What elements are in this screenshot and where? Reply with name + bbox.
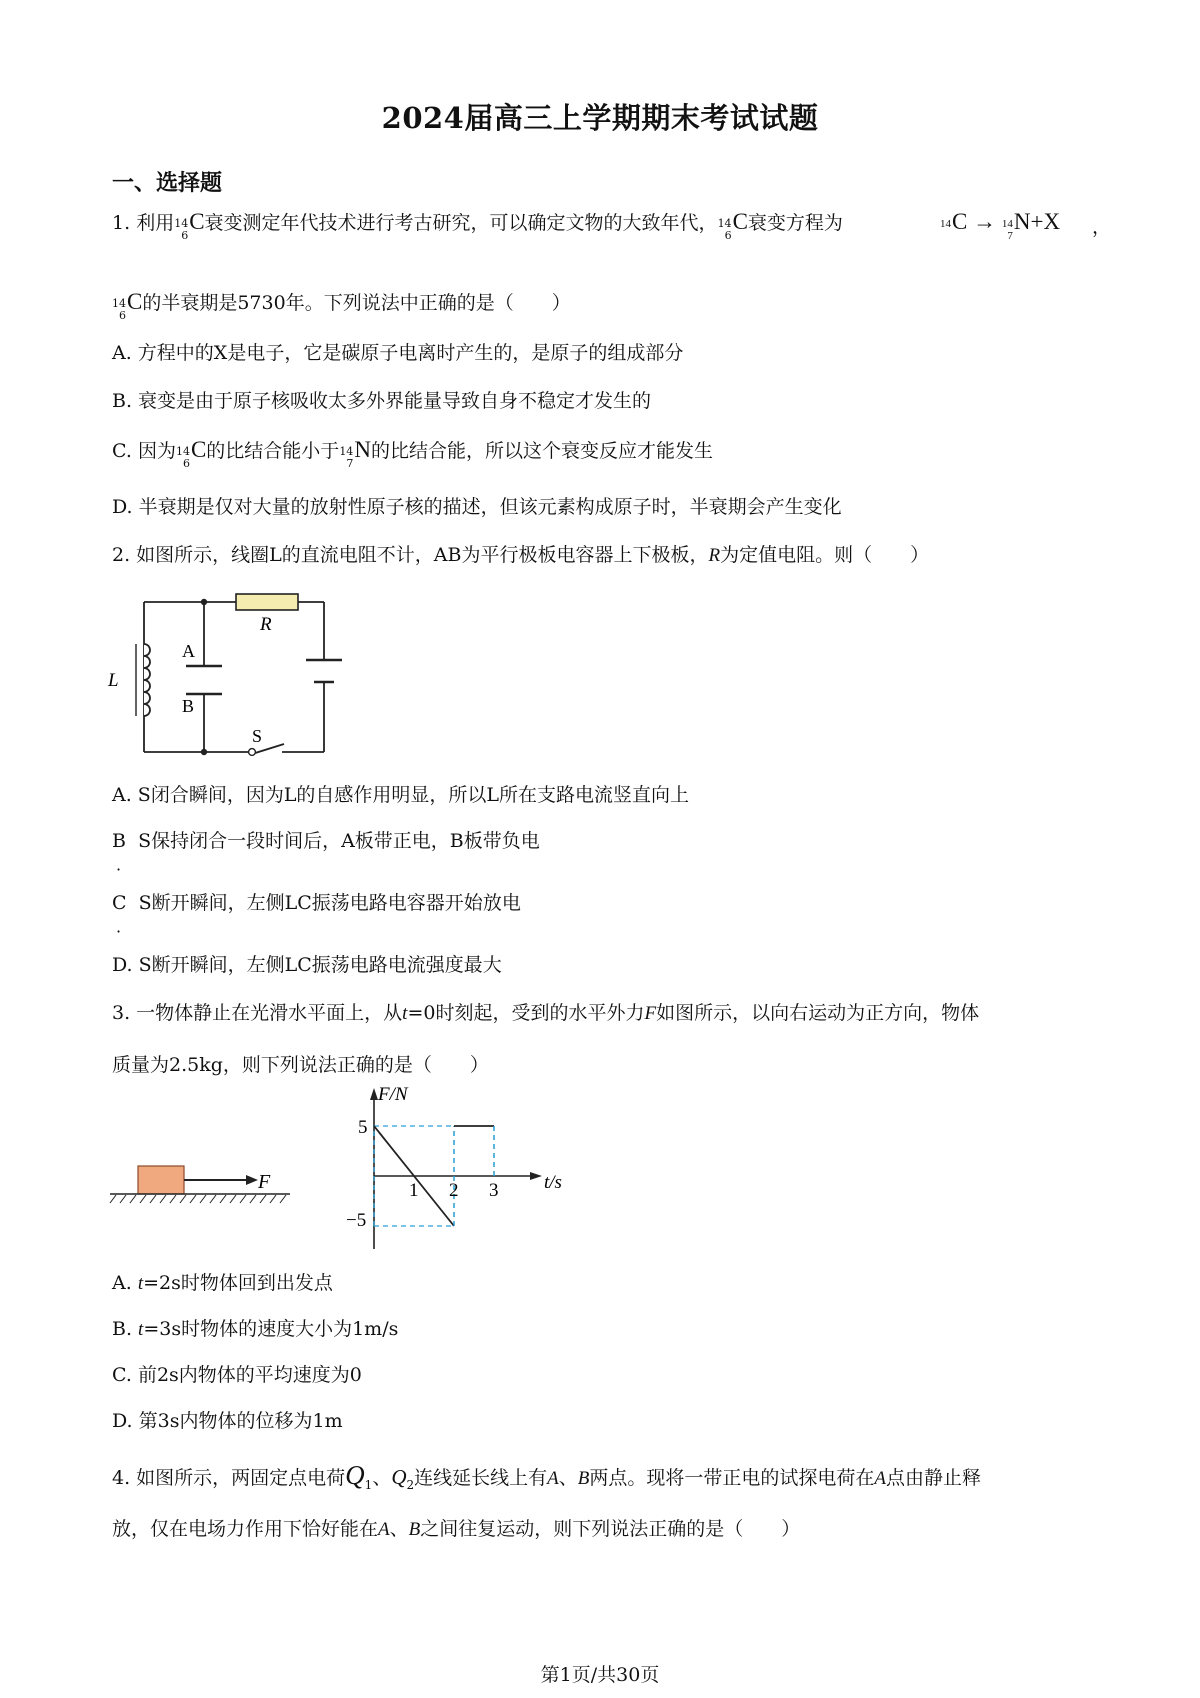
question-number: 1. <box>112 212 131 234</box>
label-r: R <box>260 614 272 635</box>
x-tick-2: 2 <box>449 1180 459 1201</box>
label-s: S <box>252 726 263 746</box>
force-time-chart <box>330 1084 560 1254</box>
page-footer: 第1页/共30页 <box>540 1664 660 1686</box>
isotope-c14: 14 6 C <box>174 209 205 242</box>
decay-equation: 14 C → 14 7 N+X <box>940 209 1061 242</box>
question-3-line-1: 3. 一物体静止在光滑水平面上，从t=0时刻起，受到的水平外力F如图所示，以向右运动为正方向，物体 <box>112 1002 980 1024</box>
q1-option-b: B. 衰变是由于原子核吸收太多外界能量导致自身不稳定才发生的 <box>112 390 652 412</box>
x-axis-label: t/s <box>544 1172 562 1193</box>
arrow-icon: → <box>973 209 997 234</box>
question-4-line-2: 放，仅在电场力作用下恰好能在A、B之间往复运动，则下列说法正确的是（ ） <box>112 1518 801 1540</box>
q1-text: 利用 <box>136 212 175 234</box>
arrow-right-icon <box>246 1175 258 1185</box>
q1-comma: ， <box>1092 216 1112 238</box>
q3-option-a: A. t=2s时物体回到出发点 <box>112 1272 333 1294</box>
isotope-c14: 14 6 C <box>717 209 748 242</box>
section-heading: 一、选择题 <box>112 170 223 196</box>
q3-option-c: C. 前2s内物体的平均速度为0 <box>112 1364 362 1386</box>
y-tick-5: 5 <box>358 1117 368 1138</box>
isotope-c14: 14 6 C <box>112 289 143 322</box>
question-3-line-2: 质量为2.5kg，则下列说法正确的是（ ） <box>112 1054 489 1076</box>
inductor-coil-icon <box>144 644 150 716</box>
circuit-diagram <box>100 582 360 762</box>
question-4-line-1: 4. 如图所示，两固定点电荷$Q_1$、$Q_2$连线延长线上有A、B两点。现将一带正电的试探电荷在A点由静止释 <box>112 1460 982 1492</box>
q1-text: 衰变测定年代技术进行考古研究，可以确定文物的大致年代， <box>204 212 718 234</box>
q1-option-d: D. 半衰期是仅对大量的放射性原子核的描述，但该元素构成原子时，半衰期会产生变化 <box>112 496 842 518</box>
q3-option-d: D. 第3s内物体的位移为1m <box>112 1410 343 1432</box>
x-tick-3: 3 <box>489 1180 499 1201</box>
q1-text: 衰变方程为 <box>747 212 843 234</box>
y-axis-arrow-icon <box>370 1088 378 1100</box>
page-title: 2024届高三上学期期末考试试题 <box>381 101 819 135</box>
x-tick-1: 1 <box>409 1180 419 1201</box>
block <box>138 1166 184 1194</box>
bullet-dot: · <box>116 860 122 879</box>
label-l: L <box>108 670 119 691</box>
ground-hatching <box>110 1195 286 1203</box>
question-2-stem: 2. 如图所示，线圈L的直流电阻不计，AB为平行极板电容器上下极板，R为定值电阻。则（ ） <box>112 544 930 566</box>
y-tick-neg5: −5 <box>346 1210 367 1231</box>
q3-option-b: B. t=3s时物体的速度大小为1m/s <box>112 1318 399 1340</box>
q1-option-a: A. 方程中的X是电子，它是碳原子电离时产生的，是原子的组成部分 <box>112 342 684 364</box>
x-axis-arrow-icon <box>530 1172 542 1180</box>
label-b: B <box>182 696 195 716</box>
label-a: A <box>182 641 195 661</box>
block-force-figure <box>108 1160 298 1210</box>
resistor <box>236 594 298 610</box>
q2-option-b: B S保持闭合一段时间后，A板带正电，B板带负电 <box>112 830 540 852</box>
switch-contact-icon <box>249 749 256 756</box>
q2-option-c: C S断开瞬间，左侧LC振荡电路电容器开始放电 <box>112 892 521 914</box>
label-f: F <box>258 1171 271 1193</box>
q1-option-c: C. 因为 14 6 C的比结合能小于 14 7 N的比结合能，所以这个衰变反应才能发生 <box>112 437 713 470</box>
q2-option-d: D. S断开瞬间，左侧LC振荡电路电流强度最大 <box>112 954 502 976</box>
bullet-dot: · <box>116 922 122 941</box>
question-1-line-2: 14 6 C的半衰期是5730年。下列说法中正确的是（ ） <box>112 289 571 322</box>
question-1-line-1 <box>112 210 843 242</box>
y-axis-label: F/N <box>378 1084 408 1105</box>
q2-option-a: A. S闭合瞬间，因为L的自感作用明显，所以L所在支路电流竖直向上 <box>112 784 690 806</box>
